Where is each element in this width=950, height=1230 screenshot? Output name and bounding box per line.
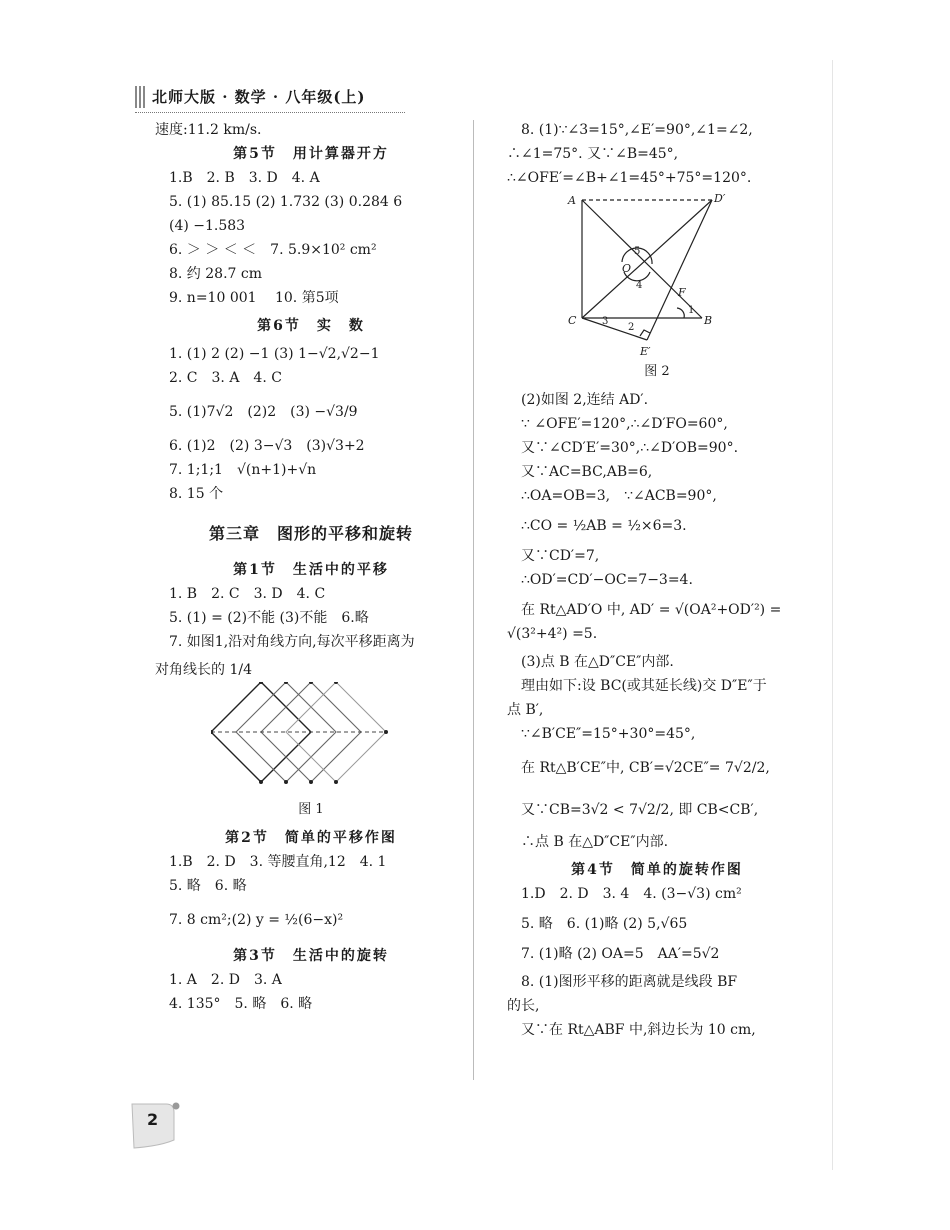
chapter-title: 第三章 图形的平移和旋转 (208, 524, 413, 543)
speed-answer: 速度:11.2 km/s. (155, 122, 262, 138)
answer-line: 7. (1)略 (2) OA=5 AA′=5√2 (521, 946, 720, 962)
angle-1: 1 (688, 305, 695, 316)
page-number: 2 (147, 1110, 159, 1129)
answer-line: 5. (1)7√2 (2)2 (3) −√3/9 (169, 404, 358, 420)
section-2-title: 第2节 简单的平移作图 (225, 830, 397, 846)
answer-line: 的长, (507, 998, 540, 1014)
solution-line: (3)点 B 在△D″CE″内部. (521, 654, 674, 670)
figure-1-translated-squares (211, 682, 411, 792)
answer-line: 1. (1) 2 (2) −1 (3) 1−√2,√2−1 (169, 346, 380, 362)
angle-3: 3 (602, 316, 609, 327)
answer-line: 6. (1)2 (2) 3−√3 (3)√3+2 (169, 438, 365, 454)
label-O: O (622, 262, 632, 275)
figure-2-rotated-triangles (562, 190, 752, 360)
section-5-title: 第5节 用计算器开方 (233, 146, 389, 162)
section-3-title: 第3节 生活中的旋转 (233, 948, 389, 964)
answer-line: 7. 1;1;1 √(n+1)+√n (169, 462, 317, 478)
angle-5: 5 (634, 246, 641, 257)
answer-line: 8. (1)图形平移的距离就是线段 BF (521, 974, 738, 990)
answer-line: 1.B 2. D 3. 等腰直角,12 4. 1 (169, 854, 387, 870)
column-divider (473, 120, 474, 1080)
solution-line: (2)如图 2,连结 AD′. (521, 392, 649, 408)
label-B: B (704, 314, 713, 327)
solution-line: 在 Rt△AD′O 中, AD′ = √(OA²+OD′²) = (521, 602, 782, 618)
header-decoration (135, 86, 145, 108)
solution-line: 点 B′, (507, 702, 544, 718)
answer-line: 1.D 2. D 3. 4 4. (3−√3) cm² (521, 886, 742, 902)
answer-line: 5. 略 6. (1)略 (2) 5,√65 (521, 916, 688, 932)
solution-line: ∵∠B′CE″=15°+30°=45°, (521, 726, 696, 742)
answer-line: 4. 135° 5. 略 6. 略 (169, 996, 313, 1012)
solution-line: 理由如下:设 BC(或其延长线)交 D″E″于 (521, 678, 767, 694)
section-1-title: 第1节 生活中的平移 (233, 562, 389, 578)
solution-line: ∴OA=OB=3, ∵∠ACB=90°, (521, 488, 717, 504)
section-6-title: 第6节 实 数 (257, 318, 365, 334)
right-column (507, 118, 807, 1042)
solution-line: ∴CO = ½AB = ½×6=3. (521, 518, 687, 534)
label-C: C (568, 314, 577, 327)
solution-line: ∴点 B 在△D″CE″内部. (521, 834, 669, 850)
answer-line: 7. 如图1,沿对角线方向,每次平移距离为 (169, 634, 415, 650)
solution-line: ∴∠OFE′=∠B+∠1=45°+75°=120°. (507, 170, 752, 186)
solution-line: ∴∠1=75°. 又∵∠B=45°, (507, 146, 679, 162)
label-F: F (678, 286, 686, 299)
solution-line: 又∵CB=3√2 < 7√2/2, 即 CB<CB′, (521, 802, 759, 818)
figure-2-caption: 图 2 (644, 364, 670, 379)
answer-line: 1. B 2. C 3. D 4. C (169, 586, 326, 602)
angle-2: 2 (628, 322, 635, 333)
label-E-prime: E′ (640, 345, 651, 358)
answer-line: 9. n=10 001 10. 第5项 (169, 290, 339, 306)
solution-line: ∴OD′=CD′−OC=7−3=4. (521, 572, 693, 588)
answer-line: 1. A 2. D 3. A (169, 972, 282, 988)
answer-line: (4) −1.583 (169, 218, 246, 234)
left-column (155, 118, 467, 1016)
label-A: A (568, 194, 576, 207)
answer-line: 6. ＞ ＞ ＜ ＜ 7. 5.9×10² cm² (169, 242, 377, 258)
header-rule (135, 112, 405, 113)
answer-line: 对角线长的 1/4 (155, 662, 252, 678)
page-edge-line (832, 60, 833, 1170)
answer-line: 7. 8 cm²;(2) y = ½(6−x)² (169, 912, 344, 928)
solution-line: 又∵AC=BC,AB=6, (521, 464, 653, 480)
answer-line: 8. 约 28.7 cm (169, 266, 262, 282)
solution-line: ∵ ∠OFE′=120°,∴∠D′FO=60°, (521, 416, 728, 432)
answer-line: 1.B 2. B 3. D 4. A (169, 170, 320, 186)
answer-line: 5. (1) 85.15 (2) 1.732 (3) 0.284 6 (169, 194, 403, 210)
answer-line: 5. 略 6. 略 (169, 878, 247, 894)
answer-line: 5. (1) = (2)不能 (3)不能 6.略 (169, 610, 369, 626)
section-4-title: 第4节 简单的旋转作图 (571, 862, 743, 878)
solution-line: √(3²+4²) =5. (507, 626, 598, 642)
angle-4: 4 (636, 280, 643, 291)
solution-line: 8. (1)∵∠3=15°,∠E′=90°,∠1=∠2, (521, 122, 753, 138)
solution-line: 在 Rt△B′CE″中, CB′=√2CE″= 7√2/2, (521, 760, 770, 776)
answer-line: 又∵在 Rt△ABF 中,斜边长为 10 cm, (521, 1022, 756, 1038)
solution-line: 又∵∠CD′E′=30°,∴∠D′OB=90°. (521, 440, 739, 456)
solution-line: 又∵CD′=7, (521, 548, 600, 564)
answer-line: 8. 15 个 (169, 486, 224, 502)
label-D-prime: D′ (714, 192, 726, 205)
running-header: 北师大版 · 数学 · 八年级(上) (152, 88, 366, 106)
figure-1-caption: 图 1 (298, 802, 324, 817)
answer-line: 2. C 3. A 4. C (169, 370, 282, 386)
